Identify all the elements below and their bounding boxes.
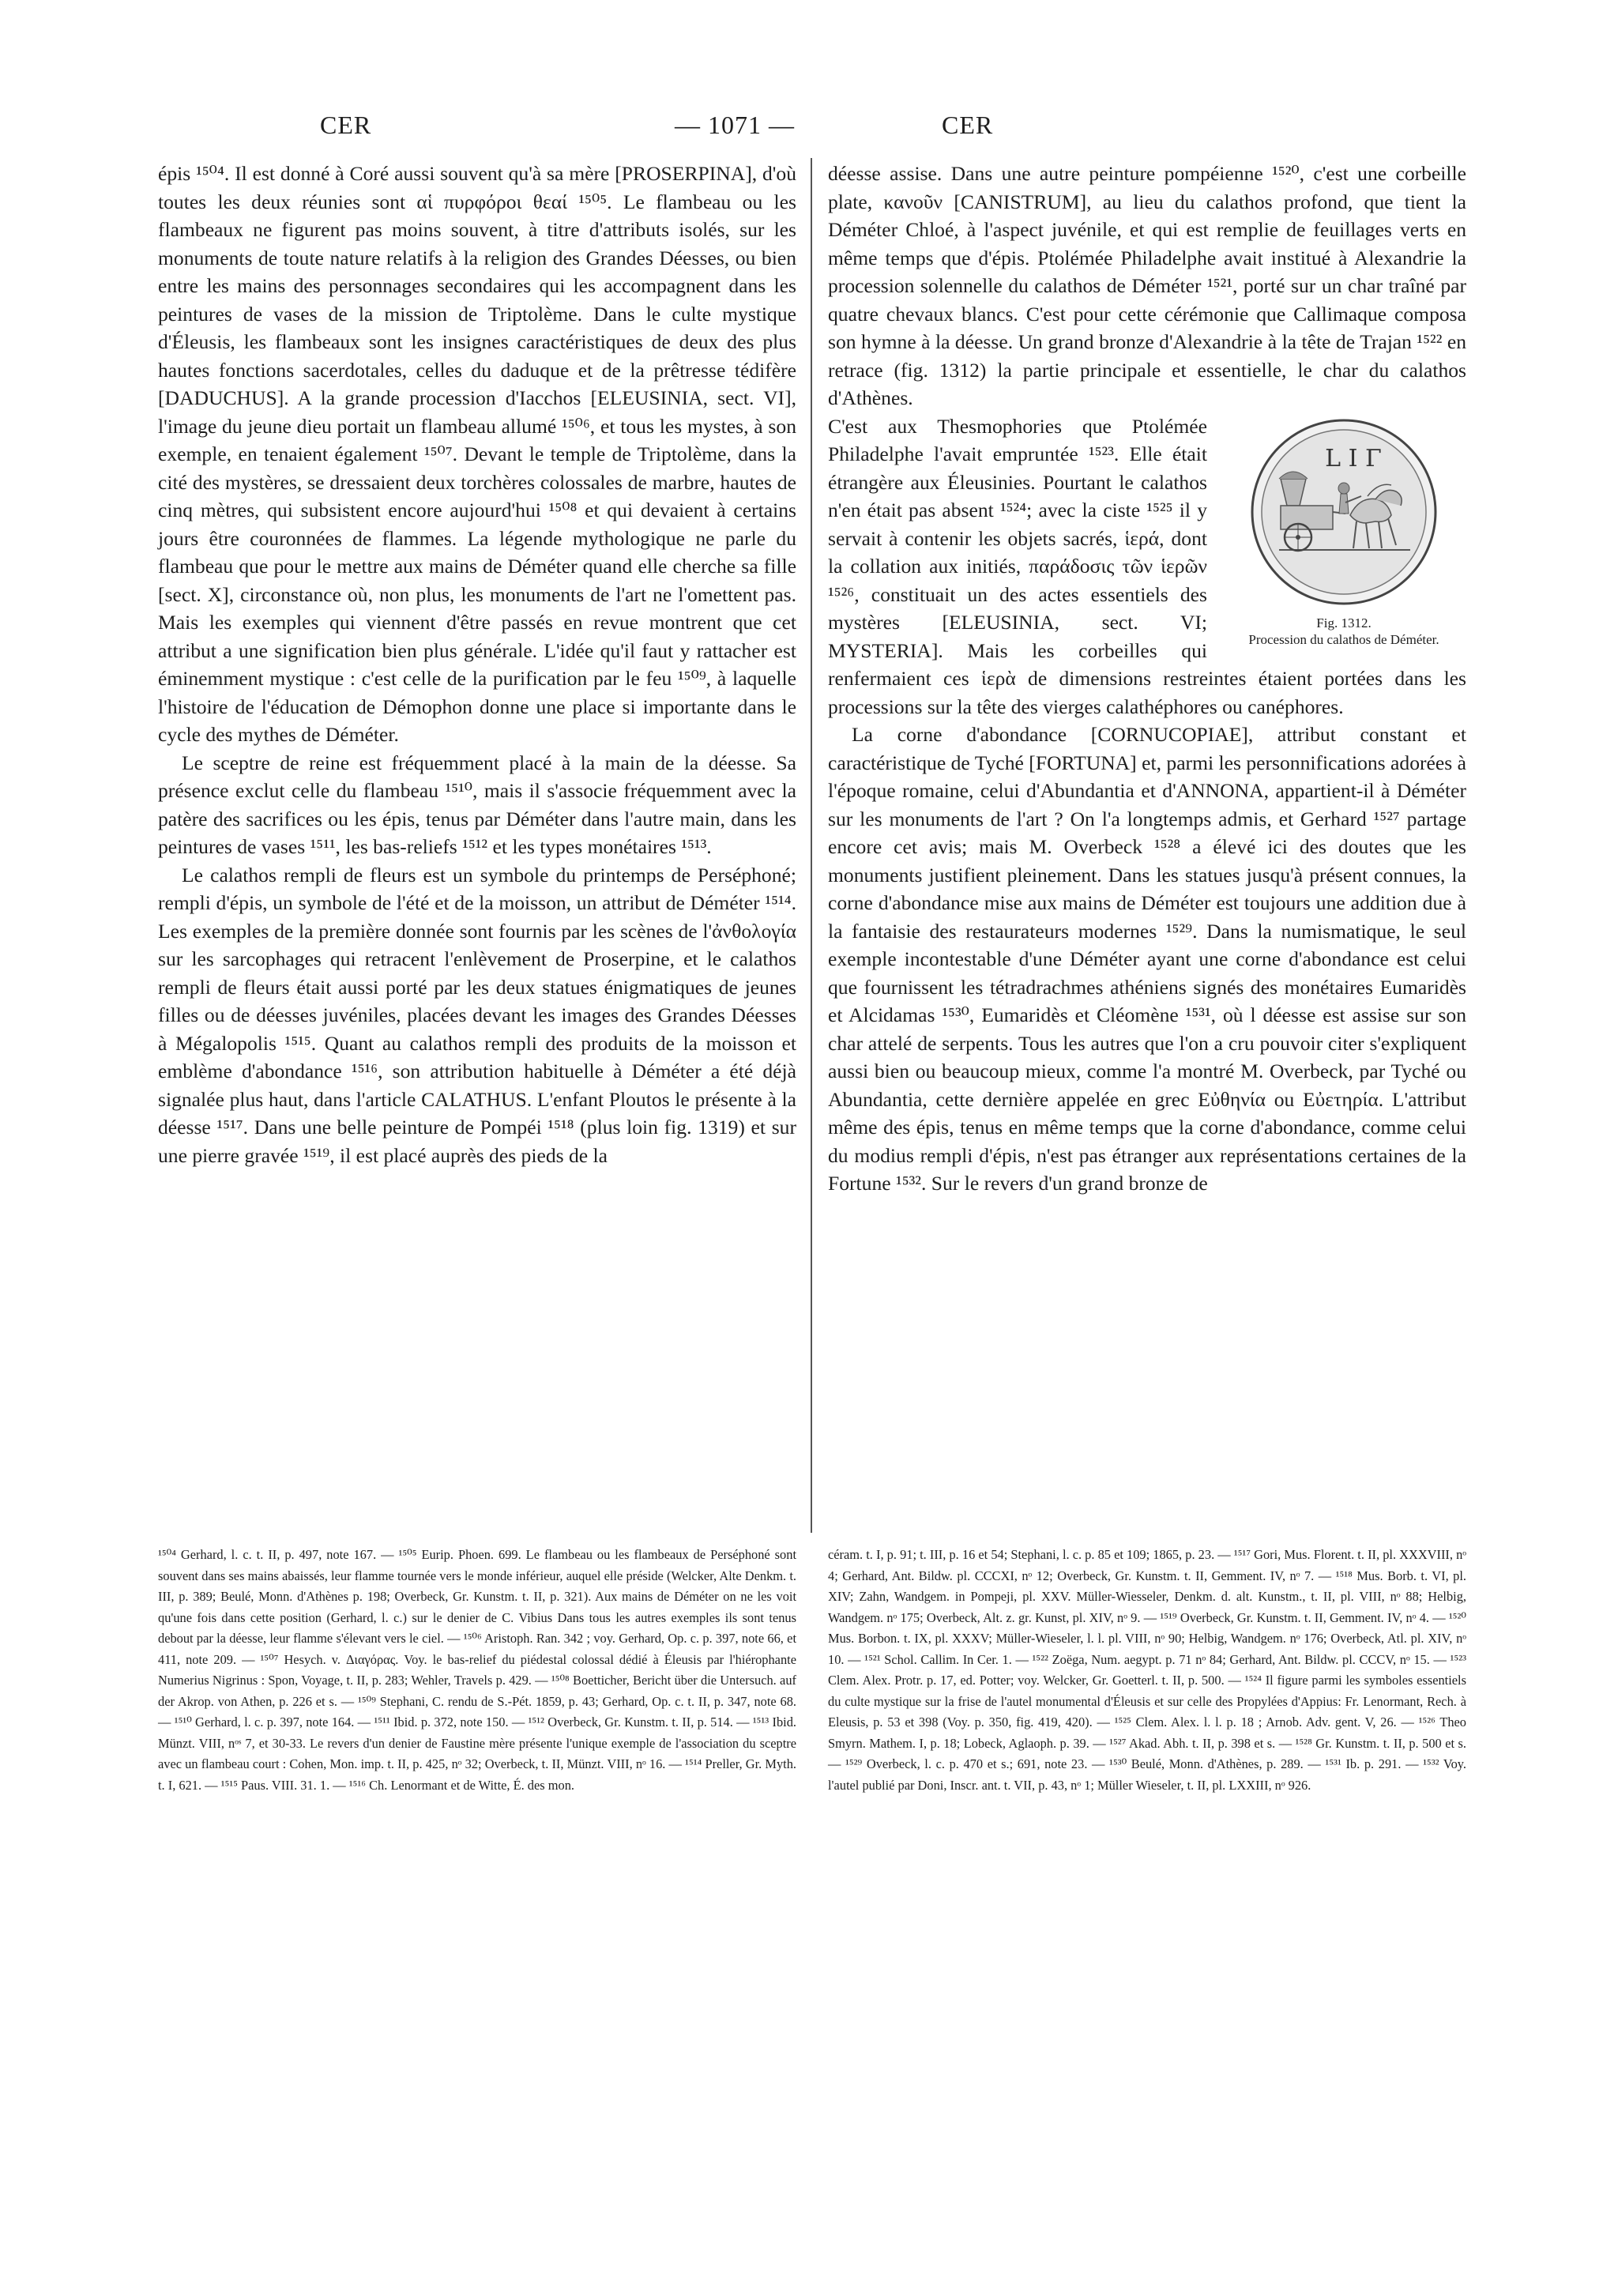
running-head-left: CER bbox=[320, 111, 372, 139]
footnotes-left bbox=[158, 1545, 796, 1796]
paragraph-cornucopia: La corne d'abondance [CORNUCOPIAE], attribut constant et caractéristique de Tyché [FORTUNA] et, parmi les personnifications adorées à l'époque romaine, celui d'Abundantia et d'ANNONA, appartient-il à Déméter sur les monuments de l'art ? On l'a longtemps admis, et Gerhard ¹⁵²⁷ partage encore cet avis; mais M. Overbeck ¹⁵²⁸ a élevé ici des doutes que les monuments justifient pleinement. Dans les statues jusqu'à présent connues, la corne d'abondance mise aux mains de Déméter est toujours une addition due à la fantaisie des restaurateurs modernes ¹⁵²⁹. Dans la numismatique, le seul exemple incontestable d'une Déméter ayant une corne d'abondance est celui que fournissent les tétradrachmes athéniens signés des monétaires Eumaridès et Alcidamas ¹⁵³⁰, Eumaridès et Cléomène ¹⁵³¹, où l déesse est assise sur son char attelé de serpents. Tous les autres que l'on a cru pouvoir citer s'expliquent aussi bien ou beaucoup mieux, comme l'a montré M. Overbeck, par Tyché ou Abundantia, cette dernière appelée en grec Εὐθηνία ou Εὐετηρία. L'attribut même des épis, tenus en même temps que la corne d'abondance, comme celui du modius rempli d'épis, n'est pas étranger aux représentations certaines de la Fortune ¹⁵³². Sur le revers d'un grand bronze de bbox=[828, 723, 1466, 1195]
paragraph-calathos: Le calathos rempli de fleurs est un symbole du printemps de Perséphoné; rempli d'épis, un symbole de l'été et de la moisson, un attribut de Déméter ¹⁵¹⁴. Les exemples de la première donnée sont fournis par les scènes de l'ἀνθολογία sur les sarcophages qui retracent l'enlèvement de Proserpine, et le calathos rempli de fleurs était aussi porté par les deux statues énigmatiques de jeunes filles ou de déesses juvéniles, placées devant les images des Grandes Déesses à Mégalopolis ¹⁵¹⁵. Quant au calathos rempli des produits de la moisson et emblème d'abondance ¹⁵¹⁶, son attribution habituelle à Déméter a été déjà signalée plus haut, dans l'article CALATHUS. L'enfant Ploutos le présente à la déesse ¹⁵¹⁷. Dans une belle peinture de Pompéi ¹⁵¹⁸ (plus loin fig. 1319) et sur une pierre gravée ¹⁵¹⁹, il est placé auprès des pieds de la bbox=[158, 863, 796, 1167]
paragraph-thesmophories: C'est aux Thesmophories que Ptolémée Philadelphe l'avait empruntée ¹⁵²³. Elle était étrangère aux Éleusinies. Pourtant le calathos n'en était pas absent ¹⁵²⁴; avec la ciste ¹⁵²⁵ il y servait à contenir les objets sacrés, ἱερά, dont la collation aux initiés, παράδοσις τῶν ἱερῶν ¹⁵²⁶, constituait un des actes essentiels des mystères [ELEUSINIA, sect. VI; MYSTERIA]. Mais les corbeilles qui renfermaient ces ἱερὰ de dimensions restreintes étaient portées dans les processions sur la tête des vierges calathéphores ou canéphores. bbox=[828, 414, 1466, 718]
coin-legend: L I Γ bbox=[1325, 444, 1382, 472]
left-column bbox=[158, 160, 796, 1169]
paragraph-procession: déesse assise. Dans une autre peinture pompéienne ¹⁵²⁰, c'est une corbeille plate, κανοῦν [CANISTRUM], au lieu du calathos profond, que tient la Déméter Chloé, à l'aspect juvénile, et qui est remplie de feuillages verts en même temps que d'épis. Ptolémée Philadelphe avait institué à Alexandrie la procession solennelle du calathos de Déméter ¹⁵²¹, porté sur un char traîné par quatre chevaux blancs. C'est pour cette cérémonie que Callimaque composa son hymne à la déesse. Un grand bronze d'Alexandrie à la tête de Trajan ¹⁵²² en retrace (fig. 1312) la partie principale et essentielle, le char du calathos d'Athènes. bbox=[828, 162, 1466, 409]
coin-illustration bbox=[1249, 417, 1439, 607]
paragraph-sceptre: Le sceptre de reine est fréquemment placé à la main de la déesse. Sa présence exclut celle du flambeau ¹⁵¹⁰, mais il s'associe fréquemment avec la patère des sacrifices ou les épis, tenus par Déméter dans l'autre main, dans les peintures de vases ¹⁵¹¹, les bas-reliefs ¹⁵¹² et les types monétaires ¹⁵¹³. bbox=[158, 751, 796, 858]
footnotes-left-text: ¹⁵⁰⁴ Gerhard, l. c. t. II, p. 497, note 167. — ¹⁵⁰⁵ Eurip. Phoen. 699. Le flambeau ou les flambeaux de Perséphoné sont souvent dans ses mains abaissés, leur flamme tournée vers le monde inférieur, auquel elle préside (Welcker, Alte Denkm. t. III, p. 389; Beulé, Monn. d'Athènes p. 198; Overbeck, Gr. Kunstm. t. II, p. 321). Aux mains de Déméter on ne les voit qu'une fois dans cette position (Gerhard, l. c.) sur le denier de C. Vibius Dans tous les autres exemples ils sont tenus debout par la déesse, leur flamme s'élevant vers le ciel. — ¹⁵⁰⁶ Aristoph. Ran. 342 ; voy. Gerhard, Op. c. p. 397, note 66, et 411, note 209. — ¹⁵⁰⁷ Hesych. v. Διαγόρας. Voy. le bas-relief du piédestal colossal dédié à Éleusis par l'hiérophante Numerius Nigrinus : Spon, Voyage, t. II, p. 283; Wehler, Travels p. 429. — ¹⁵⁰⁸ Boetticher, Bericht über die Untersuch. auf der Akrop. von Athen, p. 226 et s. — ¹⁵⁰⁹ Stephani, C. rendu de S.-Pét. 1859, p. 43; Gerhard, Op. c. t. II, p. 347, note 68. — ¹⁵¹⁰ Gerhard, l. c. p. 397, note 164. — ¹⁵¹¹ Ibid. p. 372, note 150. — ¹⁵¹² Overbeck, Gr. Kunstm. t. II, p. 514. — ¹⁵¹³ Ibid. Münzt. VIII, nᵒˢ 7, et 30-33. Le revers d'un denier de Faustine mère présente l'unique exemple de l'association du sceptre avec un flambeau court : Cohen, Mon. imp. t. II, p. 425, nᵒ 32; Overbeck, t. II, Münzt. VIII, nᵒ 16. — ¹⁵¹⁴ Preller, Gr. Myth. t. I, 621. — ¹⁵¹⁵ Paus. VIII. 31. 1. — ¹⁵¹⁶ Ch. Lenormant et de Witte, É. des mon. bbox=[158, 1547, 796, 1793]
column-divider bbox=[811, 158, 812, 1533]
paragraph-torches: épis ¹⁵⁰⁴. Il est donné à Coré aussi souvent qu'à sa mère [PROSERPINA], d'où toutes les deux réunies sont αἱ πυρφόροι θεαί ¹⁵⁰⁵. Le flambeau ou les flambeaux ne figurent pas moins souvent, à titre d'attributs isolés, sur les monuments de toute nature relatifs à la religion des Grandes Déesses, ou bien entre les mains des personnages secondaires qui les accompagnent dans les peintures de vases de la mission de Triptolème. Dans le culte mystique d'Éleusis, les flambeaux sont les insignes caractéristiques de deux des plus hautes fonctions sacerdotales, celles du daduque et de la prêtresse tédifère [DADUCHUS]. A la grande procession d'Iacchos [ELEUSINIA, sect. VI], l'image du jeune dieu portait un flambeau allumé ¹⁵⁰⁶, et tous les mystes, à son exemple, en tenaient également ¹⁵⁰⁷. Devant le temple de Triptolème, dans la cité des mystères, se dressaient deux torchères colossales de marbre, hautes de cinq mètres, qui subsistent encore aujourd'hui ¹⁵⁰⁸ et qui devaient à certains jours être couronnées de flammes. La légende mythologique ne parle du flambeau que pour le mettre aux mains de Déméter quand elle cherche sa fille [sect. X], circonstance où, non plus, les monuments de l'art ne l'omettent pas. Mais les exemples qui viennent d'être passés en revue montrent que cet attribut a une signification bien plus générale. L'idée qu'il faut y rattacher est éminemment mystique : c'est celle de la purification par le feu ¹⁵⁰⁹, à laquelle l'histoire de l'éducation de Démophon donne une place si importante dans le cycle des mythes de Déméter. bbox=[158, 162, 796, 746]
page-number: — 1071 — bbox=[675, 111, 795, 139]
footnotes-right-text: céram. t. I, p. 91; t. III, p. 16 et 54; Stephani, l. c. p. 85 et 109; 1865, p. 23. — ¹⁵¹⁷ Gori, Mus. Florent. t. II, pl. XXXVIII, nᵒ 4; Gerhard, Ant. Bildw. pl. CCCXI, nᵒ 12; Overbeck, Gr. Kunstm. t. II, Gemment. IV, nᵒ 7. — ¹⁵¹⁸ Mus. Borb. t. VI, pl. XIV; Zahn, Wandgem. in Pompeji, pl. XXV. Müller-Wiesseler, Denkm. d. alt. Kunstm., t. II, pl. VIII, nᵒ 88; Helbig, Wandgem. nᵒ 175; Overbeck, Alt. z. gr. Kunst, pl. XIV, nᵒ 9. — ¹⁵¹⁹ Overbeck, Gr. Kunstm. t. II, Gemment. IV, nᵒ 4. — ¹⁵²⁰ Mus. Borbon. t. IX, pl. XXXV; Müller-Wieseler, l. l. pl. VIII, nᵒ 90; Helbig, Wandgem. nᵒ 176; Overbeck, Atl. pl. XIV, nᵒ 10. — ¹⁵²¹ Schol. Callim. In Cer. 1. — ¹⁵²² Zoëga, Num. aegypt. p. 71 nᵒ 84; Gerhard, Ant. Bildw. pl. CCCV, nᵒ 15. — ¹⁵²³ Clem. Alex. Protr. p. 17, ed. Potter; voy. Welcker, Gr. Goetterl. t. II, p. 500. — ¹⁵²⁴ Il figure parmi les symboles essentiels du culte mystique sur la frise de l'autel monumental d'Éleusis et sur celle des Propylées d'Appius: Fr. Lenormant, Rech. à Eleusis, p. 53 et 398 (Voy. p. 350, fig. 419, 420). — ¹⁵²⁵ Clem. Alex. l. l. p. 18 ; Arnob. Adv. gent. V, 26. — ¹⁵²⁶ Theo Smyrn. Mathem. I, p. 18; Lobeck, Aglaoph. p. 39. — ¹⁵²⁷ Akad. Abh. t. II, p. 398 et s. — ¹⁵²⁸ Gr. Kunstm. t. II, p. 500 et s. — ¹⁵²⁹ Overbeck, l. c. p. 470 et s.; 691, note 23. — ¹⁵³⁰ Beulé, Monn. d'Athènes, p. 289. — ¹⁵³¹ Ib. p. 291. — ¹⁵³² Voy. l'autel publié par Doni, Inscr. ant. t. VII, p. 43, nᵒ 1; Müller Wieseler, t. II, pl. LXXIII, nᵒ 926. bbox=[828, 1547, 1466, 1793]
footnotes-right bbox=[828, 1545, 1466, 1796]
figure-number: Fig. 1312. bbox=[1316, 615, 1372, 630]
figure-1312 bbox=[1221, 417, 1466, 648]
running-head-right: CER bbox=[942, 111, 994, 139]
right-column bbox=[828, 160, 1466, 1198]
figure-caption: Procession du calathos de Déméter. bbox=[1248, 631, 1439, 647]
